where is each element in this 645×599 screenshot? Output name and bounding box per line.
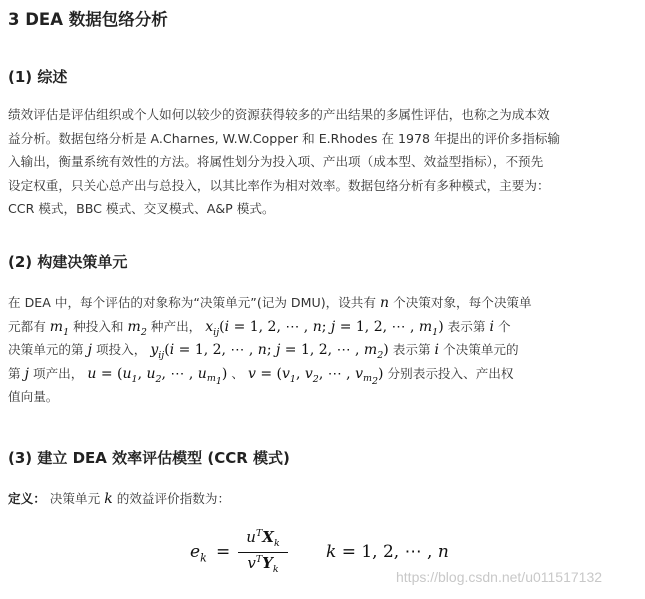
math-u-vector: $u = (u_1$, $u_2$, ⋯ , $u_{m_1}$) [87, 365, 228, 388]
section-heading-dmu: (2) 构建决策单元 [8, 253, 128, 271]
text-span: 项产出， [32, 365, 84, 381]
paragraph-line: CCR 模式，BBC 模式、交叉模式、A&P 模式。 [8, 201, 275, 216]
definition-line [8, 487, 636, 511]
text-span: 第 [8, 365, 21, 381]
section-heading-ccr-model: (3) 建立 DEA 效率评估模型 (CCR 模式) [8, 449, 290, 467]
paragraph-line [8, 362, 636, 386]
paragraph-line: 入输出，衡量系统有效性的方法。将属性划分为投入项、产出项（成本型、效益型指标），不预先 [8, 154, 544, 169]
paragraph-line [8, 487, 636, 511]
text-span: 个决策对象，每个决策单 [393, 295, 532, 310]
text-span: 、 [231, 365, 244, 381]
math-k: k [104, 491, 113, 507]
paragraph-line: 绩效评估是评估组织或个人如何以较少的资源获得较多的产出结果的多属性评估，也称之为成本效 [8, 107, 550, 122]
page-title: 3 DEA 数据包络分析 [8, 10, 168, 29]
math-m1: $m_1$ [49, 318, 70, 338]
math-yij: $y_{ij}(i = 1$, 2, ⋯ , n; j = 1, 2, ⋯ , $m_2$) [150, 342, 389, 361]
math-m2: $m_2$ [127, 318, 147, 338]
text-span: 决策单元的第 [8, 342, 84, 357]
overview-paragraph [8, 103, 636, 221]
math-n: n [380, 295, 390, 311]
text-span: 决策单元 [49, 491, 101, 506]
fraction-denominator: $v^TY_k$ [247, 554, 279, 575]
text-span: 在 DEA 中，每个评估的对象称为“决策单元”(记为 DMU)，设共有 [8, 295, 376, 310]
text-span: 种投入和 [73, 318, 124, 334]
math-j: j [87, 342, 92, 358]
math-k-range: k = 1, 2, ⋯ , n [326, 542, 449, 562]
section-heading-overview: (1) 综述 [8, 68, 68, 86]
paragraph-line [8, 291, 636, 315]
text-span: 分别表示投入、产出权 [387, 365, 514, 381]
fraction-numerator: $u^TX_k$ [246, 528, 280, 549]
math-ek: $e_k$ [190, 542, 207, 565]
text-span: 表示第 [392, 342, 431, 357]
dmu-paragraph [8, 291, 636, 409]
math-j: j [24, 365, 29, 382]
paragraph-line: 益分析。数据包络分析是 A.Charnes, W.W.Copper 和 E.Rhodes 在 1978 年提出的评价多指标输 [8, 130, 561, 146]
text-span: 种产出， [150, 318, 202, 334]
math-v-vector: $v = (v_1$, $v_2$, ⋯ , $v_{m_2}$) [247, 365, 384, 388]
math-i: i [489, 318, 494, 335]
math-equals: = [216, 542, 231, 562]
text-span: 元都有 [8, 318, 46, 334]
paragraph-line: 值向量。 [8, 389, 59, 404]
paragraph-line [8, 315, 636, 339]
paragraph-line: 设定权重，只关心总产出与总投入，以其比率作为相对效率。数据包络分析有多种模式，主要为： [8, 177, 550, 193]
text-span: 个 [497, 318, 511, 334]
math-i: i [434, 342, 440, 358]
math-fraction [236, 528, 290, 578]
paragraph-line [8, 338, 636, 362]
text-span: 表示第 [447, 318, 486, 334]
text-span: 项投入， [95, 342, 147, 357]
watermark: https://blog.csdn.net/u011517132 [396, 569, 603, 585]
definition-label: 定义： [8, 491, 46, 506]
text-span: 的效益评价指数为： [116, 491, 231, 506]
text-span: 个决策单元的 [443, 342, 519, 357]
math-xij: $x_{ij}(i = 1$, 2, ⋯ , n; j = 1, 2, ⋯ , $m_1$) [205, 318, 444, 338]
